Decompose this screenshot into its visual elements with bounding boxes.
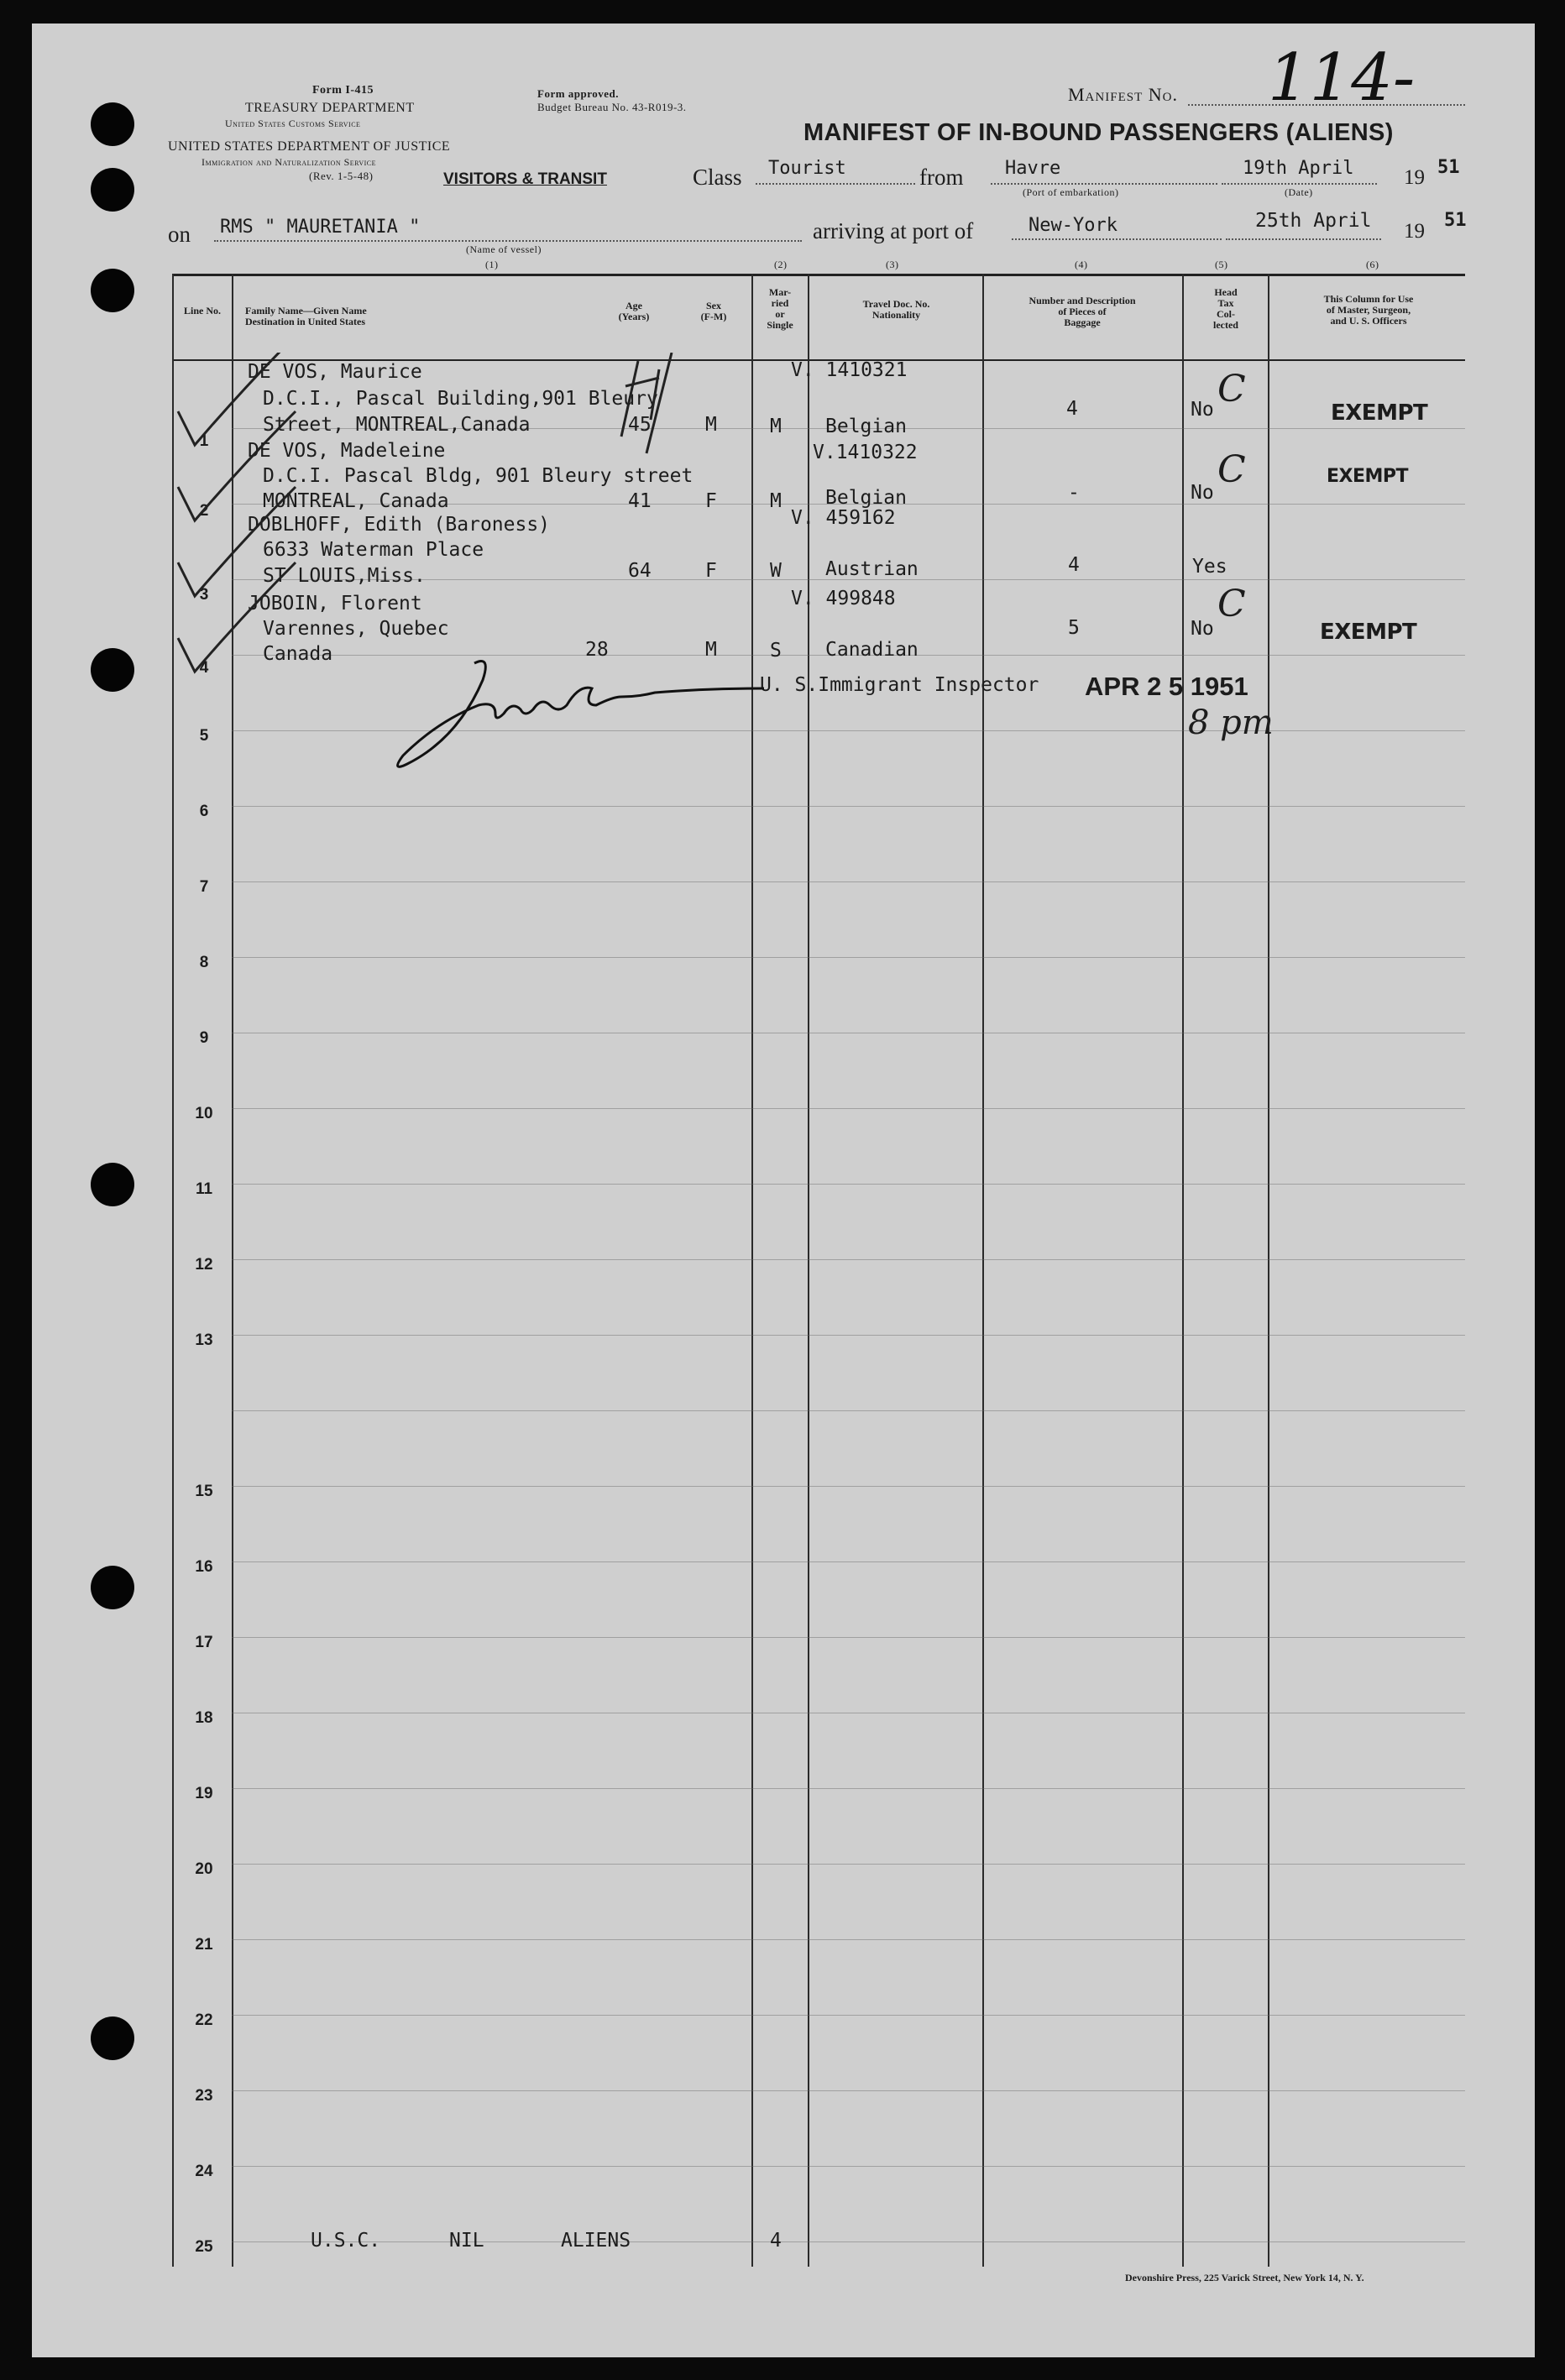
line-number: 7 — [199, 878, 209, 896]
departure-year-prefix: 19 — [1404, 166, 1425, 189]
passenger-address: Canada — [263, 643, 333, 665]
punch-hole — [91, 2016, 134, 2060]
row-rule — [232, 1259, 1465, 1260]
row-rule — [232, 1939, 1465, 1940]
footer-aliens: ALIENS — [561, 2230, 631, 2252]
arrival-date: 25th April — [1255, 210, 1372, 232]
line-number: 17 — [195, 1634, 213, 1651]
line-number: 24 — [195, 2163, 213, 2180]
head-tax: Yes — [1192, 556, 1227, 578]
tax-mark-c: C — [1217, 448, 1246, 491]
arrival-port: New-York — [1029, 215, 1117, 236]
header-line-no: Line No. — [183, 305, 221, 316]
row-rule — [232, 1410, 1465, 1411]
row-rule — [232, 1108, 1465, 1109]
line-number: 19 — [195, 1785, 213, 1802]
manifest-title: MANIFEST OF IN-BOUND PASSENGERS (ALIENS) — [803, 119, 1394, 146]
column-number: (1) — [485, 259, 499, 270]
header-travel-doc: Travel Doc. No. Nationality — [862, 298, 930, 321]
header-married: Mar- ried or Single — [767, 286, 793, 331]
head-tax: No — [1191, 399, 1214, 421]
passenger-address: D.C.I., Pascal Building,901 Bleury — [263, 388, 658, 410]
justice-dept: UNITED STATES DEPARTMENT OF JUSTICE — [168, 139, 451, 154]
punch-hole — [91, 168, 134, 212]
inspector-signature — [395, 646, 772, 772]
check-mark-icon — [178, 562, 296, 672]
nationality: Belgian — [825, 416, 907, 437]
passenger-sex: F — [705, 490, 717, 512]
column-divider — [808, 274, 809, 2267]
class-line — [756, 183, 915, 185]
header-name: Family Name—Given Name Destination in United States — [245, 305, 367, 327]
form-number: Form I-415 — [312, 84, 374, 97]
passenger-married: M — [770, 416, 782, 437]
baggage-count: - — [1068, 482, 1080, 504]
date-stamp: APR 2 5 1951 — [1085, 672, 1248, 701]
row-rule — [232, 1486, 1465, 1487]
vessel-name: RMS " MAURETANIA " — [220, 217, 421, 238]
footer-count: 4 — [770, 2230, 782, 2252]
passenger-married: W — [770, 560, 782, 582]
passenger-address: Varennes, Quebec — [263, 618, 449, 640]
line-number: 10 — [195, 1105, 213, 1122]
column-divider — [1268, 274, 1269, 2267]
column-number: (3) — [886, 259, 899, 270]
line-number: 21 — [195, 1936, 213, 1954]
date-line — [1222, 183, 1377, 185]
passenger-sex: M — [705, 639, 717, 661]
baggage-count: 4 — [1068, 554, 1080, 576]
passenger-married: S — [770, 640, 782, 662]
line-number: 3 — [199, 586, 209, 604]
passenger-address: 6633 Waterman Place — [263, 539, 484, 561]
row-rule — [232, 2241, 1465, 2242]
nationality: Belgian — [825, 487, 907, 509]
passenger-age: 64 — [628, 560, 652, 582]
passenger-married: M — [770, 490, 782, 512]
footer-nil: NIL — [449, 2230, 484, 2252]
row-rule — [232, 1864, 1465, 1865]
visitors-transit-label: VISITORS & TRANSIT — [443, 170, 607, 188]
arriving-label: arriving at port of — [813, 218, 974, 243]
arrival-year: 51 — [1444, 210, 1467, 231]
ins-service: Immigration and Naturalization Service — [202, 156, 377, 168]
header-age: Age (Years) — [618, 300, 650, 322]
punch-hole — [91, 648, 134, 692]
exempt-stamp: EXEMPT — [1320, 620, 1417, 645]
row-rule — [232, 957, 1465, 958]
customs-service: United States Customs Service — [225, 118, 361, 129]
passenger-address: D.C.I. Pascal Bldg, 901 Bleury street — [263, 465, 694, 487]
passenger-name: DE VOS, Maurice — [248, 361, 422, 383]
line-number: 1 — [199, 432, 209, 450]
from-label: from — [919, 165, 964, 190]
passenger-address: ST LOUIS,Miss. — [263, 565, 426, 587]
departure-date: 19th April — [1243, 158, 1354, 179]
header-head-tax: Head Tax Col- lected — [1213, 286, 1238, 331]
passenger-name: DOBLHOFF, Edith (Baroness) — [248, 514, 551, 536]
travel-doc-number: V.1410322 — [813, 442, 918, 463]
tax-mark-c: C — [1217, 583, 1246, 625]
header-officers: This Column for Use of Master, Surgeon, and U. S. Officers — [1323, 293, 1414, 327]
column-number: (5) — [1215, 259, 1228, 270]
row-rule — [232, 1184, 1465, 1185]
class-label: Class — [693, 165, 742, 190]
line-number: 15 — [195, 1483, 213, 1500]
passenger-sex: M — [705, 414, 717, 436]
manifest-no-label: Manifest No. — [1068, 84, 1178, 105]
row-rule — [232, 2015, 1465, 2016]
passenger-address: MONTREAL, Canada — [263, 490, 449, 512]
head-tax: No — [1191, 618, 1214, 640]
tax-mark-c: C — [1217, 368, 1246, 411]
check-mark-icon — [646, 353, 672, 453]
row-rule — [232, 1788, 1465, 1789]
row-rule — [232, 2166, 1465, 2167]
passenger-age: 41 — [628, 490, 652, 512]
line-number: 12 — [195, 1256, 213, 1274]
row-rule — [232, 881, 1465, 882]
line-number: 6 — [199, 803, 209, 820]
table-top-rule — [172, 274, 1465, 276]
passenger-age: 28 — [585, 639, 609, 661]
treasury-dept: TREASURY DEPARTMENT — [245, 101, 415, 115]
punch-hole — [91, 269, 134, 312]
nationality: Austrian — [825, 558, 919, 580]
passenger-name: JOBOIN, Florent — [248, 593, 422, 615]
manifest-number: 114- — [1268, 40, 1416, 116]
line-number: 20 — [195, 1860, 213, 1878]
line-number: 16 — [195, 1558, 213, 1576]
line-number: 9 — [199, 1029, 209, 1047]
column-number: (6) — [1366, 259, 1379, 270]
column-divider — [982, 274, 984, 2267]
punch-hole — [91, 1566, 134, 1609]
class-value: Tourist — [768, 158, 846, 179]
printer-credit: Devonshire Press, 225 Varick Street, New York 14, N. Y. — [1125, 2272, 1364, 2283]
nationality: Canadian — [825, 639, 919, 661]
line-number: 11 — [195, 1180, 213, 1198]
port-caption: (Port of embarkation) — [1023, 186, 1119, 198]
row-rule — [232, 2090, 1465, 2091]
vessel-line — [214, 240, 802, 242]
arrival-date-line — [1226, 238, 1381, 240]
line-number: 5 — [199, 727, 209, 745]
travel-doc-number: V. 1410321 — [791, 359, 908, 381]
passenger-address: Street, MONTREAL,Canada — [263, 414, 531, 436]
exempt-stamp: EXEMPT — [1327, 466, 1409, 487]
on-label: on — [168, 222, 191, 247]
baggage-count: 5 — [1068, 617, 1080, 639]
line-number: 8 — [199, 954, 209, 971]
date-caption: (Date) — [1285, 186, 1313, 198]
row-rule — [232, 1561, 1465, 1562]
form-approved: Form approved. — [537, 87, 620, 100]
budget-bureau: Budget Bureau No. 43-R019-3. — [537, 101, 687, 113]
line-number: 23 — [195, 2087, 213, 2105]
line-number: 18 — [195, 1709, 213, 1727]
inspector-label: U. S.Immigrant Inspector — [760, 674, 1039, 696]
arrival-time: 8 pm — [1188, 704, 1274, 742]
line-number: 2 — [199, 502, 209, 520]
column-number: (2) — [774, 259, 788, 270]
line-number: 25 — [195, 2238, 213, 2256]
baggage-count: 4 — [1066, 398, 1078, 420]
row-rule — [232, 1335, 1465, 1336]
punch-hole — [91, 102, 134, 146]
check-mark-icon — [178, 353, 296, 445]
header-baggage: Number and Description of Pieces of Baggage — [1029, 295, 1136, 328]
passenger-sex: F — [705, 560, 717, 582]
row-rule — [232, 806, 1465, 807]
form-revision: (Rev. 1-5-48) — [309, 170, 374, 182]
footer-usc: U.S.C. — [311, 2230, 381, 2252]
from-line — [991, 183, 1217, 185]
line-number: 22 — [195, 2011, 213, 2029]
travel-doc-number: V. 459162 — [791, 507, 896, 529]
column-number: (4) — [1075, 259, 1088, 270]
row-rule — [232, 1637, 1465, 1638]
passenger-name: DE VOS, Madeleine — [248, 440, 446, 462]
column-divider — [1182, 274, 1184, 2267]
head-tax: No — [1191, 482, 1214, 504]
punch-hole — [91, 1163, 134, 1206]
header-sex: Sex (F-M) — [700, 300, 727, 322]
from-value: Havre — [1005, 158, 1061, 179]
arrival-line — [1012, 238, 1222, 240]
arrival-year-prefix: 19 — [1404, 220, 1425, 243]
departure-year: 51 — [1437, 157, 1460, 178]
vessel-caption: (Name of vessel) — [466, 243, 542, 255]
line-number: 4 — [199, 659, 209, 677]
exempt-stamp: EXEMPT — [1331, 400, 1428, 426]
passenger-age: 45 — [628, 414, 652, 436]
line-number: 13 — [195, 1331, 213, 1349]
travel-doc-number: V. 499848 — [791, 588, 896, 609]
